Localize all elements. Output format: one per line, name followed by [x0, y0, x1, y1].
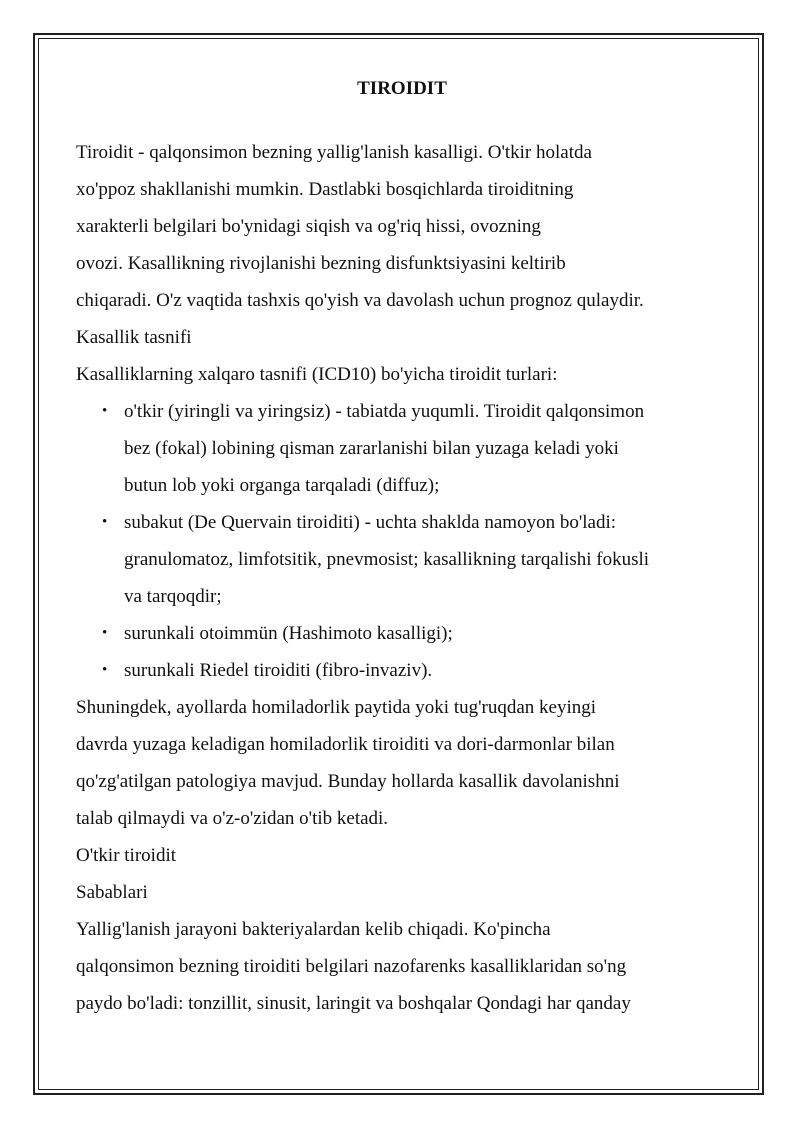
- text-line: ovozi. Kasallikning rivojlanishi bezning disfunktsiyasini keltirib: [76, 253, 566, 274]
- causes-paragraph: [76, 911, 728, 1022]
- text-line: xo'ppoz shakllanishi mumkin. Dastlabki bosqichlarda tiroiditning: [76, 179, 574, 200]
- text-line: • subakut (De Quervain tiroiditi) - uchta shaklda namoyon bo'ladi:: [124, 512, 617, 533]
- text-line: bez (fokal) lobining qisman zararlanishi bilan yuzaga keladi yoki: [124, 438, 619, 459]
- list-item: [76, 504, 728, 615]
- causes-heading: Sabablari: [76, 882, 148, 903]
- text-line: xarakterli belgilari bo'ynidagi siqish va og'riq hissi, ovozning: [76, 216, 541, 237]
- text-line: chiqaradi. O'z vaqtida tashxis qo'yish va davolash uchun prognoz qulaydir.: [76, 290, 644, 311]
- classification-intro: Kasalliklarning xalqaro tasnifi (ICD10) bo'yicha tiroidit turlari:: [76, 364, 558, 385]
- text-line: va tarqoqdir;: [124, 586, 222, 607]
- list-item: [76, 393, 728, 504]
- text-line: • surunkali Riedel tiroiditi (fibro-invaziv).: [124, 660, 433, 681]
- list-item: [76, 652, 728, 689]
- text-line: granulomatoz, limfotsitik, pnevmosist; kasallikning tarqalishi fokusli: [124, 549, 650, 570]
- list-item: [76, 615, 728, 652]
- text-line: butun lob yoki organga tarqaladi (diffuz);: [124, 475, 440, 496]
- text-line: Yallig'lanish jarayoni bakteriyalardan kelib chiqadi. Ko'pincha: [76, 919, 551, 940]
- text-line: davrda yuzaga keladigan homiladorlik tiroiditi va dori-darmonlar bilan: [76, 734, 615, 755]
- document-title: TIROIDIT: [357, 78, 447, 99]
- text-line: Shuningdek, ayollarda homiladorlik paytida yoki tug'ruqdan keyingi: [76, 697, 597, 718]
- text-line: Tiroidit - qalqonsimon bezning yallig'lanish kasalligi. O'tkir holatda: [76, 142, 592, 163]
- text-line: paydo bo'ladi: tonzillit, sinusit, laringit va boshqalar Qondagi har qanday: [76, 993, 631, 1014]
- text-line: qalqonsimon bezning tiroiditi belgilari nazofarenks kasalliklaridan so'ng: [76, 956, 627, 977]
- text-line: • o'tkir (yiringli va yiringsiz) - tabiatda yuqumli. Tiroidit qalqonsimon: [124, 401, 645, 422]
- text-line: talab qilmaydi va o'z-o'zidan o'tib ketadi.: [76, 808, 389, 829]
- document-body: [76, 74, 728, 1022]
- classification-heading: Kasallik tasnifi: [76, 327, 192, 348]
- text-line: qo'zg'atilgan patologiya mavjud. Bunday hollarda kasallik davolanishni: [76, 771, 620, 792]
- intro-paragraph: [76, 134, 728, 319]
- additional-paragraph: [76, 689, 728, 837]
- acute-heading: O'tkir tiroidit: [76, 845, 177, 866]
- tiroidit-types-list: [76, 393, 728, 689]
- text-line: • surunkali otoimmün (Hashimoto kasalligi);: [124, 623, 453, 644]
